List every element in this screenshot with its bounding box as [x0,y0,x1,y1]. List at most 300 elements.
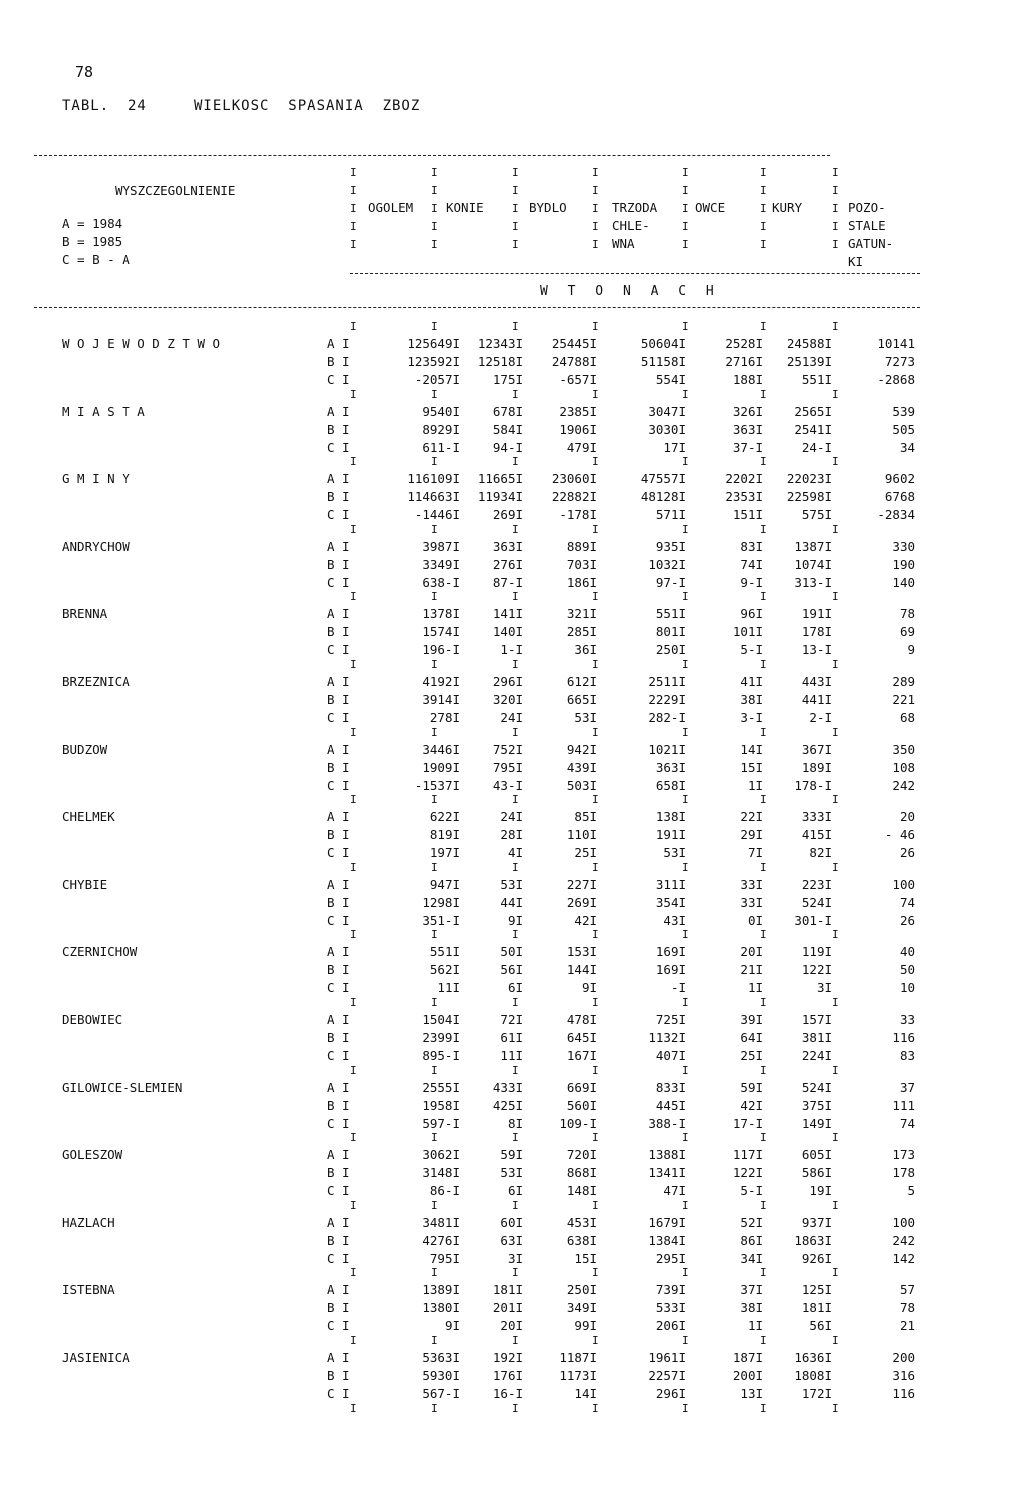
row-separator: I [682,658,689,671]
table-cell: 795I [492,759,523,775]
table-cell: 21I [740,962,763,978]
table-cell: 479I [566,439,597,455]
row-separator: I [512,1401,519,1415]
row-separator: I [592,590,599,604]
row-code-b: B I [327,624,350,640]
table-cell: 1808I [794,1368,832,1383]
table-cell: 443I [801,674,832,689]
table-cell: 4192I [422,674,460,689]
table-cell: 9602 [884,471,915,487]
table-cell: -1537I [414,777,460,793]
table-cell: 6I [507,1183,523,1199]
table-cell: 12518I [477,354,523,369]
header-separator: I [682,202,689,215]
row-code-c: C I [327,1115,350,1131]
table-cell: 181I [801,1300,832,1316]
table-cell: 2511I [648,674,686,689]
table-cell: 59I [500,1147,523,1163]
row-code-b: B I [327,1300,350,1316]
table-cell: 289 [892,674,915,689]
table-cell: 926I [801,1250,832,1266]
row-separator: I [350,522,357,536]
row-label: JASIENICA [62,1350,130,1365]
column-header-konie-line-0: KONIE [446,200,484,215]
table-cell: 33I [740,894,763,910]
table-cell: 269I [566,894,597,910]
row-separator: I [592,996,599,1009]
row-separator: I [512,1131,519,1145]
table-cell: 5930I [422,1368,460,1383]
row-separator: I [350,455,357,469]
table-cell: 10 [899,980,915,996]
table-cell: 24788I [551,354,597,369]
table-cell: 316 [892,1368,915,1383]
row-code-a: A I [327,674,350,689]
table-cell: 1378I [422,606,460,622]
table-cell: 1958I [422,1097,460,1113]
table-cell: 571I [655,507,686,523]
row-separator: I [431,522,438,536]
table-cell: 1574I [422,624,460,640]
table-cell: 82I [809,845,832,861]
column-header-pozostale-line-1: STALE [848,218,886,233]
table-cell: 100 [892,1214,915,1230]
header-separator: I [832,238,839,251]
row-code-b: B I [327,1232,350,1248]
header-separator: I [431,238,438,251]
table-cell: 6768 [884,489,915,505]
table-cell: 11665I [477,471,523,487]
row-separator: I [350,1266,357,1280]
row-separator: I [682,320,689,333]
header-separator: I [512,166,519,179]
header-separator: I [431,202,438,215]
table-cell: 3-I [740,710,763,725]
table-cell: 942I [566,741,597,757]
row-separator: I [592,1334,599,1347]
row-separator: I [512,1063,519,1077]
row-separator: I [350,725,357,739]
row-code-a: A I [327,876,350,892]
row-separator: I [682,1334,689,1347]
row-separator: I [760,1198,767,1212]
header-separator: I [760,238,767,251]
row-separator: I [760,455,767,469]
table-cell: 97-I [655,574,686,590]
table-cell: 2565I [794,403,832,419]
table-cell: 22882I [551,489,597,505]
table-cell: 61I [500,1030,523,1045]
row-label: M I A S T A [62,403,145,419]
table-cell: 313-I [794,574,832,590]
header-separator: I [431,166,438,179]
table-cell: 381I [801,1030,832,1045]
table-cell: 24I [500,710,523,725]
table-cell: 586I [801,1165,832,1181]
row-label: ISTEBNA [62,1282,115,1298]
table-cell: 24-I [801,439,832,455]
table-cell: 34 [899,439,915,455]
row-separator: I [512,793,519,807]
table-cell: 149I [801,1115,832,1131]
table-cell: 1I [747,980,763,996]
table-cell: 167I [566,1048,597,1063]
row-separator: I [760,860,767,874]
header-separator: I [512,220,519,233]
table-cell: 200I [732,1368,763,1383]
table-cell: 191I [655,827,686,843]
table-cell: 669I [566,1079,597,1095]
table-cell: 833I [655,1079,686,1095]
row-separator: I [431,590,438,604]
header-separator: I [350,184,357,197]
table-cell: 11I [437,980,460,996]
table-cell: 181I [492,1282,523,1298]
table-cell: 186I [566,574,597,590]
column-header-kury-line-0: KURY [772,200,803,215]
header-separator: I [760,202,767,215]
table-cell: 122I [732,1165,763,1181]
column-header-pozostale-line-3: KI [848,254,864,269]
table-cell: 86I [740,1232,763,1248]
row-separator: I [760,658,767,671]
row-label: GILOWICE-SLEMIEN [62,1079,183,1095]
table-cell: 363I [492,538,523,554]
row-code-b: B I [327,354,350,369]
table-cell: -I [670,980,686,996]
table-cell: 42I [740,1097,763,1113]
table-cell: 108 [892,759,915,775]
row-separator: I [431,387,438,401]
table-cell: 351-I [422,912,460,928]
row-separator: I [431,725,438,739]
table-cell: 38I [740,1300,763,1316]
row-separator: I [512,725,519,739]
column-header-owce-line-0: OWCE [695,200,726,215]
table-cell: 611-I [422,439,460,455]
header-separator: I [431,184,438,197]
table-cell: 1909I [422,759,460,775]
row-separator: I [832,320,839,333]
row-code-c: C I [327,1250,350,1266]
row-separator: I [350,1198,357,1212]
table-cell: 53I [663,845,686,861]
header-separator: I [760,220,767,233]
row-separator: I [682,1401,689,1415]
table-cell: 178I [801,624,832,640]
table-cell: 703I [566,556,597,572]
table-cell: 295I [655,1250,686,1266]
legend-line-c: C = B - A [62,252,130,267]
table-cell: 605I [801,1147,832,1163]
row-code-a: A I [327,1282,350,1298]
row-separator: I [431,1334,438,1347]
table-cell: 22023I [786,471,832,487]
table-cell: 349I [566,1300,597,1316]
table-cell: 41I [740,674,763,689]
header-separator: I [592,202,599,215]
row-separator: I [832,590,839,604]
header-separator: I [512,184,519,197]
table-cell: 311I [655,876,686,892]
table-cell: 678I [492,403,523,419]
row-code-b: B I [327,421,350,437]
table-cell: 101I [732,624,763,640]
row-code-b: B I [327,556,350,572]
row-separator: I [832,793,839,807]
table-cell: 2353I [725,489,763,505]
table-cell: 9I [581,980,597,996]
table-cell: 157I [801,1012,832,1027]
table-cell: 94-I [492,439,523,455]
table-cell: 19I [809,1183,832,1199]
table-cell: 326I [732,403,763,419]
table-cell: 69 [899,624,915,640]
row-separator: I [682,1063,689,1077]
table-cell: -178I [559,507,597,523]
table-cell: 148I [566,1183,597,1199]
row-code-a: A I [327,741,350,757]
row-separator: I [832,725,839,739]
row-separator: I [760,320,767,333]
table-cell: -2057I [414,372,460,387]
table-cell: 7273 [884,354,915,369]
row-separator: I [760,1063,767,1077]
row-code-c: C I [327,1183,350,1199]
table-cell: 36I [574,642,597,658]
row-separator: I [592,1198,599,1212]
header-separator: I [832,166,839,179]
table-cell: 278I [429,710,460,725]
table-cell: 116109I [407,471,460,487]
row-separator: I [832,860,839,874]
column-header-trzoda-line-2: WNA [612,236,635,251]
table-cell: 441I [801,692,832,707]
table-cell: 584I [492,421,523,437]
table-cell: 725I [655,1012,686,1027]
header-separator: I [350,238,357,251]
table-cell: 34I [740,1250,763,1266]
column-header-trzoda-line-1: CHLE- [612,218,650,233]
table-cell: 3I [507,1250,523,1266]
row-separator: I [682,590,689,604]
table-cell: 44I [500,894,523,910]
row-code-c: C I [327,980,350,996]
row-separator: I [682,860,689,874]
table-cell: 28I [500,827,523,843]
table-cell: 250I [566,1282,597,1298]
table-cell: 20I [740,944,763,960]
row-code-b: B I [327,962,350,978]
row-separator: I [760,1131,767,1145]
row-separator: I [350,928,357,942]
table-cell: 60I [500,1214,523,1230]
table-cell: 42I [574,912,597,928]
table-cell: 169I [655,944,686,960]
row-separator: I [431,1198,438,1212]
table-cell: 138I [655,809,686,825]
table-cell: 53I [500,876,523,892]
header-separator: I [760,166,767,179]
table-cell: 321I [566,606,597,622]
row-separator: I [760,793,767,807]
table-cell: 29I [740,827,763,843]
column-header-ogolem-line-0: OGOLEM [368,200,414,215]
row-separator: I [350,1334,357,1347]
table-cell: 59I [740,1079,763,1095]
table-cell: 1I [747,1318,763,1334]
table-cell: -657I [559,372,597,387]
table-cell: 4I [507,845,523,861]
row-separator: I [592,658,599,671]
table-cell: 37-I [732,439,763,455]
table-cell: 1298I [422,894,460,910]
row-separator: I [512,522,519,536]
row-separator: I [682,928,689,942]
table-cell: 0I [747,912,763,928]
table-cell: 109-I [559,1115,597,1131]
row-code-c: C I [327,1048,350,1063]
row-separator: I [431,860,438,874]
table-cell: 1636I [794,1350,832,1365]
header-separator: I [431,220,438,233]
table-cell: 83 [899,1048,915,1063]
table-cell: -2868 [877,372,915,387]
table-cell: 25139I [786,354,832,369]
table-cell: 478I [566,1012,597,1027]
row-code-a: A I [327,1147,350,1163]
table-cell: 74 [899,1115,915,1131]
table-cell: 23060I [551,471,597,487]
row-code-c: C I [327,642,350,658]
table-cell: 795I [429,1250,460,1266]
table-cell: 64I [740,1030,763,1045]
table-cell: 9 [907,642,915,658]
table-cell: 2541I [794,421,832,437]
row-code-a: A I [327,471,350,487]
row-code-a: A I [327,1079,350,1095]
row-separator: I [760,725,767,739]
header-separator: I [512,202,519,215]
header-separator: I [682,238,689,251]
table-cell: 14I [574,1386,597,1401]
table-cell: 43-I [492,777,523,793]
table-cell: 301-I [794,912,832,928]
table-cell: 178-I [794,777,832,793]
table-cell: 575I [801,507,832,523]
row-separator: I [682,1131,689,1145]
row-code-b: B I [327,692,350,707]
table-cell: 99I [574,1318,597,1334]
table-cell: 9I [444,1318,460,1334]
table-cell: 2716I [725,354,763,369]
table-cell: 2202I [725,471,763,487]
column-header-pozostale-line-0: POZO- [848,200,886,215]
table-cell: 187I [732,1350,763,1365]
row-code-c: C I [327,845,350,861]
table-cell: 2229I [648,692,686,707]
row-code-c: C I [327,439,350,455]
table-cell: 1074I [794,556,832,572]
table-cell: 85I [574,809,597,825]
row-separator: I [592,1401,599,1415]
table-cell: 74I [740,556,763,572]
table-cell: 3914I [422,692,460,707]
table-cell: 752I [492,741,523,757]
table-cell: 333I [801,809,832,825]
row-separator: I [760,928,767,942]
table-cell: 2399I [422,1030,460,1045]
table-cell: 178 [892,1165,915,1181]
column-header-pozostale-line-2: GATUN- [848,236,894,251]
table-cell: 122I [801,962,832,978]
row-label: ANDRYCHOW [62,538,130,554]
table-cell: 22598I [786,489,832,505]
table-cell: 9540I [422,403,460,419]
table-cell: 935I [655,538,686,554]
table-cell: 74 [899,894,915,910]
row-separator: I [512,1266,519,1280]
row-label: W O J E W O D Z T W O [62,336,221,351]
table-cell: 1387I [794,538,832,554]
table-cell: 3148I [422,1165,460,1181]
row-code-b: B I [327,894,350,910]
table-cell: 375I [801,1097,832,1113]
row-separator: I [350,1131,357,1145]
row-separator: I [832,522,839,536]
row-code-c: C I [327,1318,350,1334]
table-cell: 25445I [551,336,597,351]
table-cell: 242 [892,777,915,793]
table-cell: 1132I [648,1030,686,1045]
table-cell: 188I [732,372,763,387]
table-cell: 20 [899,809,915,825]
row-code-a: A I [327,809,350,825]
column-header-bydlo-line-0: BYDLO [529,200,567,215]
table-cell: 560I [566,1097,597,1113]
header-separator: I [512,238,519,251]
table-cell: 110I [566,827,597,843]
table-cell: 350 [892,741,915,757]
row-separator: I [832,996,839,1009]
row-separator: I [760,1401,767,1415]
row-separator: I [592,860,599,874]
table-cell: 224I [801,1048,832,1063]
row-separator: I [592,1063,599,1077]
row-separator: I [682,455,689,469]
row-separator: I [592,793,599,807]
row-separator: I [682,1266,689,1280]
table-cell: 140 [892,574,915,590]
table-cell: 169I [655,962,686,978]
table-cell: -1446I [414,507,460,523]
table-title: TABL. 24 WIELKOSC SPASANIA ZBOZ [62,98,421,114]
row-code-c: C I [327,372,350,387]
table-cell: 3047I [648,403,686,419]
table-cell: 15I [574,1250,597,1266]
legend-line-a: A = 1984 [62,216,123,231]
row-separator: I [682,725,689,739]
row-code-b: B I [327,489,350,505]
table-cell: 1380I [422,1300,460,1316]
table-cell: - 46 [884,827,915,843]
table-cell: 407I [655,1048,686,1063]
row-separator: I [760,1266,767,1280]
table-cell: 125649I [407,336,460,351]
table-cell: 453I [566,1214,597,1230]
table-cell: 26 [899,845,915,861]
row-separator: I [682,522,689,536]
